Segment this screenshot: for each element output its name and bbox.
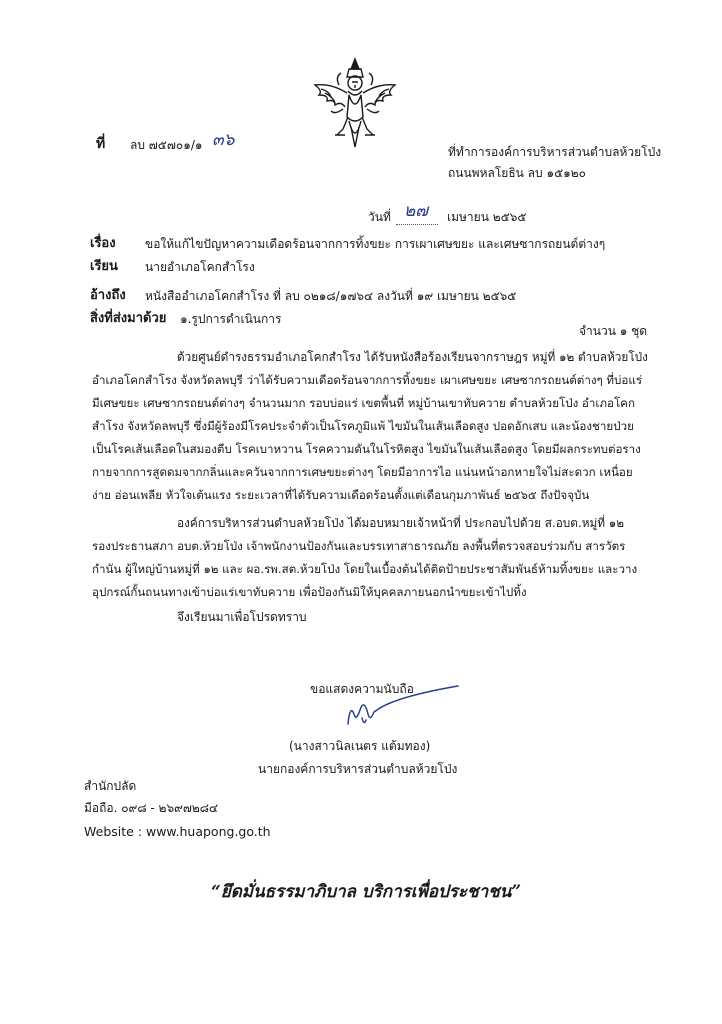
para1-line-7: ง่าย อ่อนเพลีย หัวใจเต้นแรง ระยะเวลาที่ได้รับความเดือดร้อนตั้งแต่เดือนกุมภาพันธ์ ๒๕๖๕ ถึงปัจจุบัน <box>92 488 590 502</box>
to-label: เรียน <box>90 259 118 274</box>
reference-text: หนังสืออำเภอโคกสำโรง ที่ ลบ ๐๒๑๘/๑๗๖๔ ลงวันที่ ๑๙ เมษายน ๒๕๖๕ <box>145 289 517 303</box>
date-underline <box>396 224 438 225</box>
office-line-2: ถนนพหลโยธิน ลบ ๑๕๑๒๐ <box>448 166 586 180</box>
para1-line-3: มีเศษขยะ เศษซากรถยนต์ต่างๆ จำนวนมาก รอบบ่อแร่ เขตพื้นที่ หมู่บ้านเขาทับควาย ตำบลห้วยโป่ง อำเภอโคก <box>92 396 635 410</box>
signer-name: (นางสาวนิลเนตร แต้มทอง) <box>289 739 431 753</box>
para2-line-4: อุปกรณ์กั้นถนนทางเข้าบ่อแร่เขาทับควาย เพื่อป้องกันมิให้บุคคลภายนอกนำขยะเข้าไปทิ้ง <box>92 585 527 599</box>
enclosure-label: สิ่งที่ส่งมาด้วย <box>90 311 167 326</box>
regards-text: ขอแสดงความนับถือ <box>310 682 414 696</box>
subject-text: ขอให้แก้ไขปัญหาความเดือดร้อนจากการทิ้งขยะ การเผาเศษขยะ และเศษซากรถยนต์ต่างๆ <box>145 237 606 251</box>
ref-number: ลบ ๗๕๗๐๑/๑ <box>130 138 203 152</box>
motto-text: “ยึดมั่นธรรมาภิบาล บริการเพื่อประชาชน” <box>211 882 522 902</box>
date-label: วันที่ <box>368 210 391 224</box>
date-day: ๒๗ <box>404 201 428 221</box>
para2-line-2: รองประธานสภา อบต.ห้วยโป่ง เจ้าพนักงานป้องกันและบรรเทาสาธารณภัย ลงพื้นที่ตรวจสอบร่วมกับ สารวัตร <box>92 539 626 553</box>
garuda-emblem-icon <box>305 55 405 155</box>
para2-line-3: กำนัน ผู้ใหญ่บ้านหมู่ที่ ๑๒ และ ผอ.รพ.สต.ห้วยโป่ง โดยในเบื้องต้นได้ติดป้ายประชาสัมพันธ์ห้ามทิ้งขยะ และวาง <box>92 562 638 576</box>
enclosure-quantity: จำนวน ๑ ชุด <box>579 324 648 338</box>
para1-line-5: เป็นโรคเส้นเลือดในสมองตีบ โรคเบาหวาน โรคความดันในโรหิตสูง ไขมันในเส้นเลือดสูง โดยมีผลกระทบต่อราง <box>92 442 641 456</box>
date-month-year: เมษายน ๒๕๖๕ <box>447 210 527 224</box>
para1-line-4: สำโรง จังหวัดลพบุรี ซึ่งมีผู้ร้องมีโรคประจำตัวเป็นโรคภูมิแพ้ ไขมันในเส้นเลือดสูง ปอดอักเสบ และน้องชายป่วย <box>92 419 634 433</box>
website-text: Website : www.huapong.go.th <box>84 824 271 839</box>
closing-text: จึงเรียนมาเพื่อโปรดทราบ <box>177 610 307 624</box>
signer-position: นายกองค์การบริหารส่วนตำบลห้วยโป่ง <box>258 762 458 776</box>
office-line-1: ที่ทำการองค์การบริหารส่วนตำบลห้วยโป่ง <box>448 145 662 159</box>
enclosure-text: ๑.รูปการดำเนินการ <box>180 312 282 326</box>
para1-line-1: ด้วยศูนย์ดำรงธรรมอำเภอโคกสำโรง ได้รับหนังสือร้องเรียนจากราษฎร หมู่ที่ ๑๒ ตำบลห้วยโป่ง <box>177 350 648 364</box>
handwritten-signature <box>340 684 460 728</box>
reference-label: อ้างถึง <box>90 288 126 303</box>
phone-text: มือถือ. ๐๙๘ - ๒๖๙๗๒๘๔ <box>84 801 219 815</box>
para1-line-6: กายจากการสูดดมจากกลิ่นและควันจากการเศษขยะต่างๆ โดยมีอาการไอ แน่นหน้าอกหายใจไม่สะดวก เหนื่อย <box>92 465 633 479</box>
para1-line-2: อำเภอโคกสำโรง จังหวัดลพบุรี ว่าได้รับความเดือดร้อนจากการทิ้งขยะ เผาเศษขยะ เศษซากรถยนต์ต่างๆ ที่บ่อแร่ <box>92 373 643 387</box>
ref-handwritten: ๓๖ <box>212 130 235 150</box>
para2-line-1: องค์การบริหารส่วนตำบลห้วยโป่ง ได้มอบหมายเจ้าหน้าที่ ประกอบไปด้วย ส.อบต.หมู่ที่ ๑๒ <box>177 516 625 530</box>
department-text: สำนักปลัด <box>84 779 137 793</box>
ref-label: ที่ <box>96 136 106 152</box>
subject-label: เรื่อง <box>90 236 116 251</box>
to-text: นายอำเภอโคกสำโรง <box>145 260 255 274</box>
